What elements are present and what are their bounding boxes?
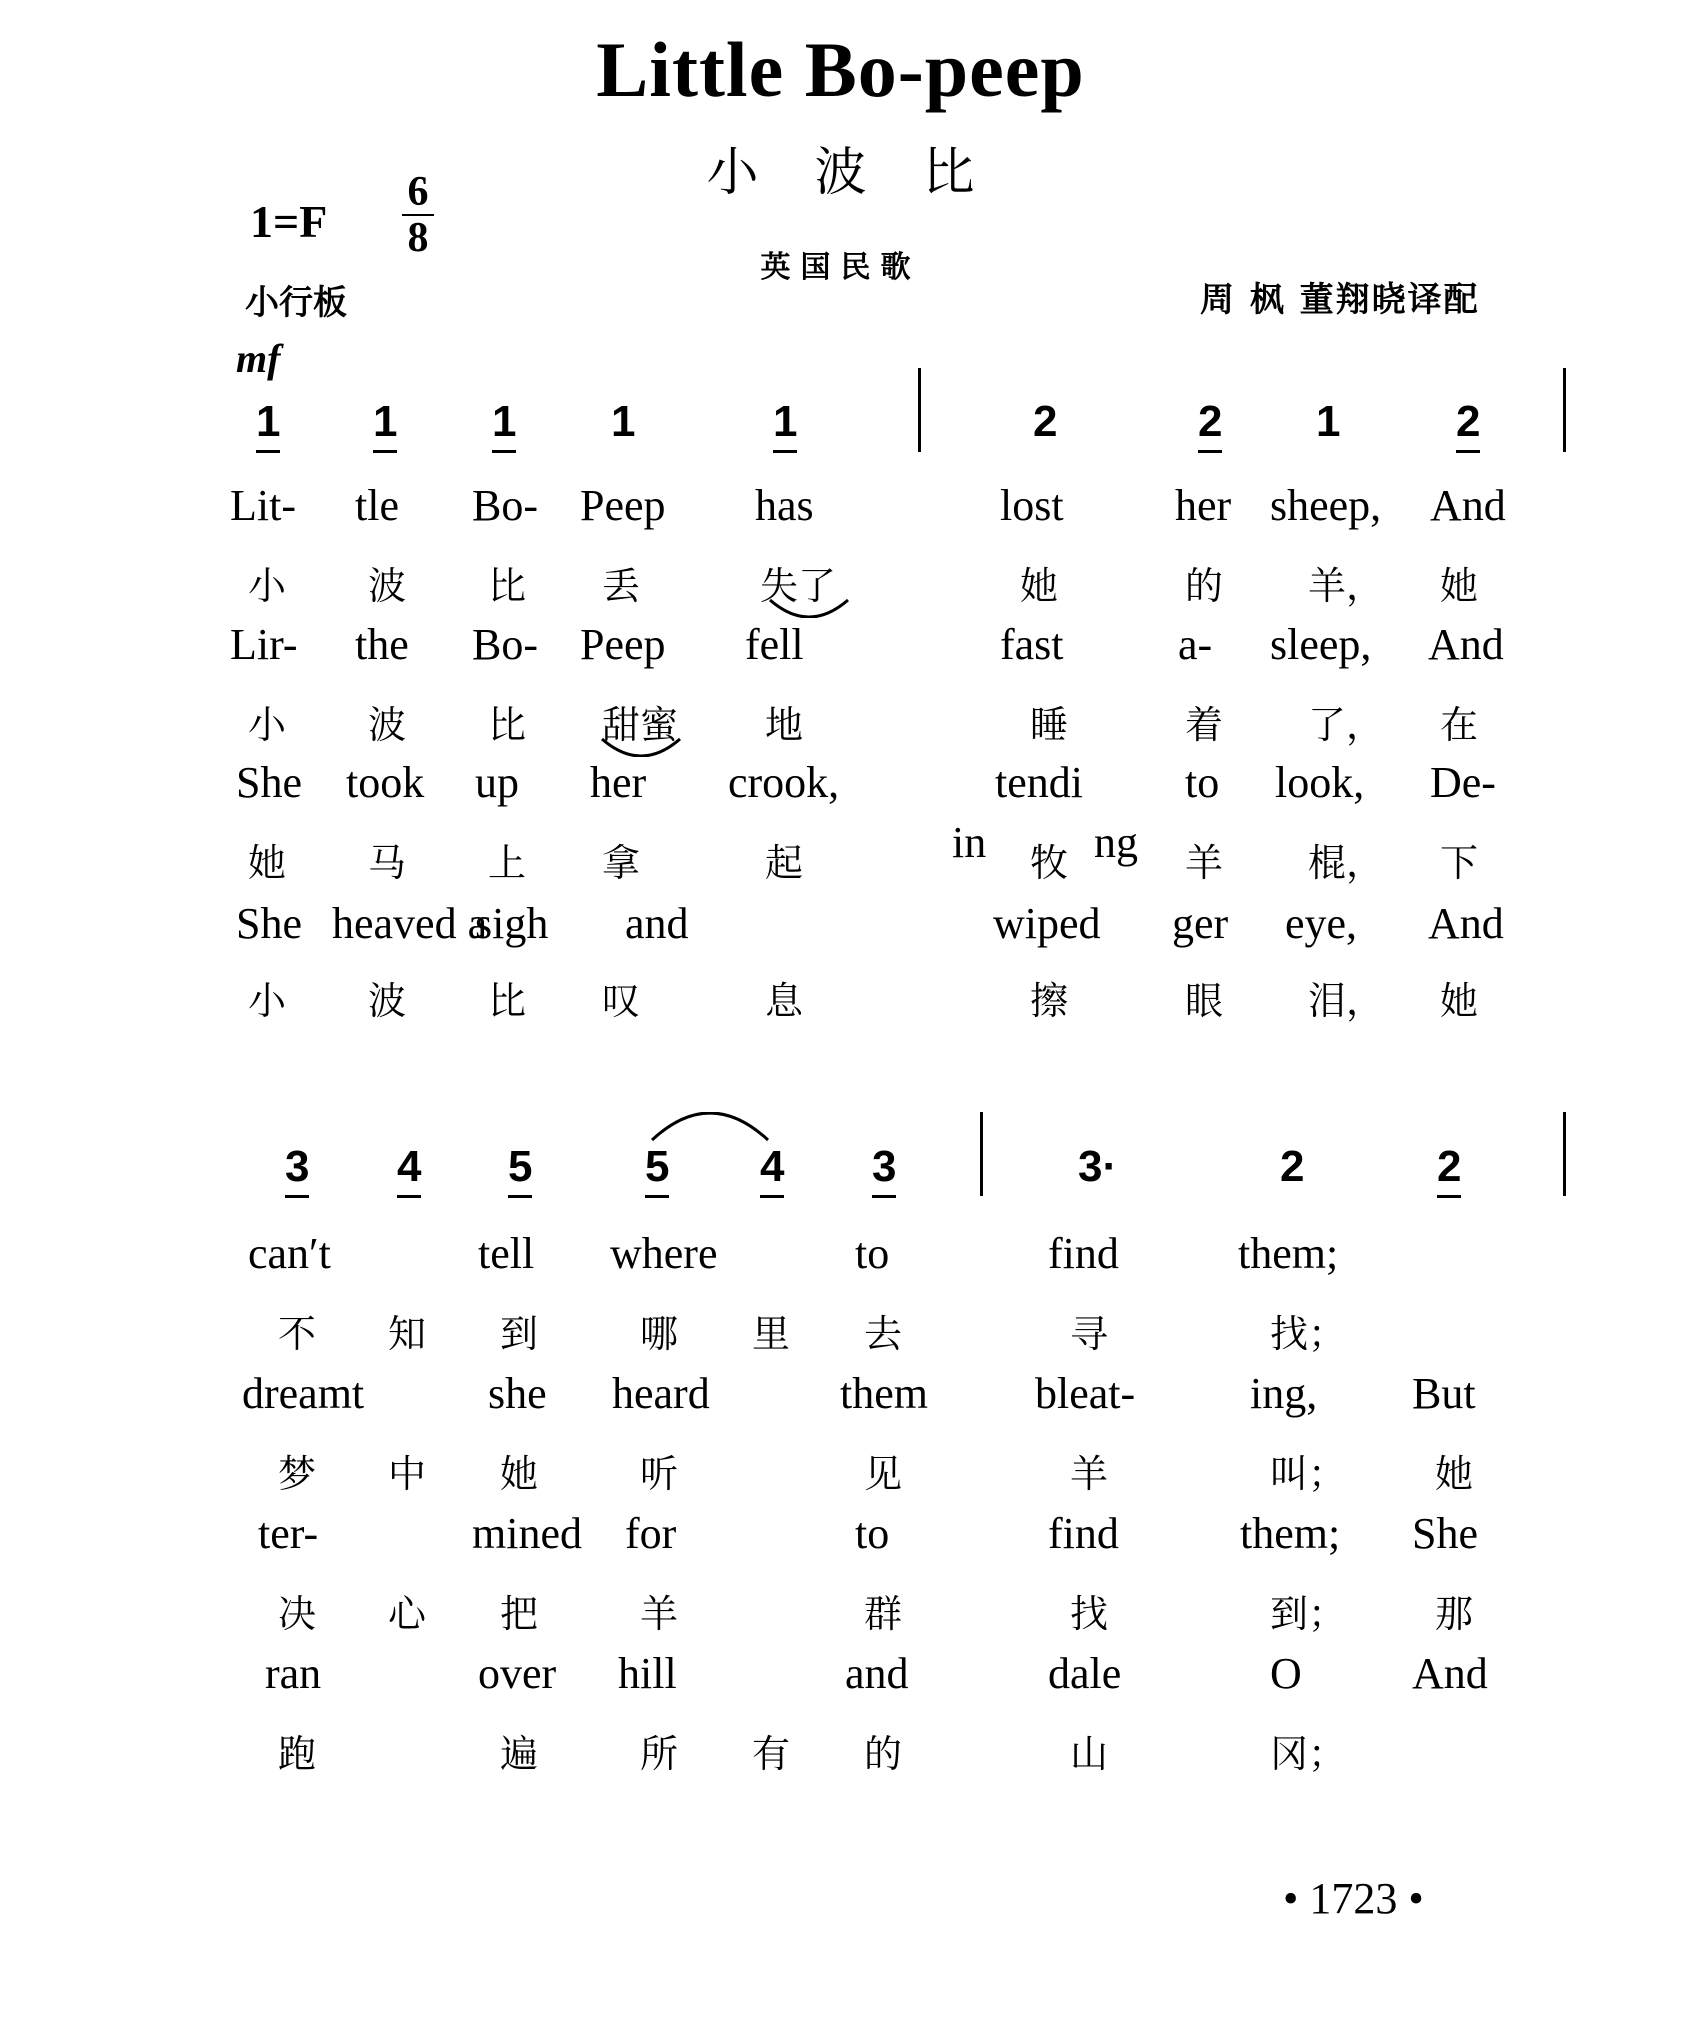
lyric: 羊	[1070, 1452, 1109, 1496]
lyric: 她	[1020, 564, 1059, 608]
lyric: 丢	[602, 564, 641, 608]
note: 3	[285, 1142, 310, 1191]
note: 2	[1456, 397, 1481, 446]
lyric: 小	[248, 979, 287, 1023]
translator-credit: 周 枫 董翔晓译配	[1200, 280, 1480, 320]
lyric: Lir-	[230, 620, 298, 669]
note: 1	[492, 397, 517, 446]
lyric: O	[1270, 1649, 1302, 1698]
lyric: for	[625, 1509, 677, 1558]
lyric: ger	[1172, 899, 1229, 948]
lyric: 把	[500, 1592, 539, 1636]
lyric: 失了	[760, 564, 837, 608]
lyric: And	[1428, 899, 1504, 948]
lyric: her	[590, 758, 647, 807]
lyric: 中	[388, 1452, 427, 1496]
lyric: lost	[1000, 481, 1064, 530]
lyric: 去	[864, 1312, 903, 1356]
lyric: 小	[248, 564, 287, 608]
lyric: 山	[1070, 1732, 1109, 1776]
lyric: ran	[265, 1649, 322, 1698]
lyric: sigh	[475, 899, 549, 948]
barline	[980, 1112, 983, 1196]
lyric: 到；	[1270, 1592, 1347, 1636]
lyric-slur	[600, 737, 682, 757]
lyric: 棍，	[1308, 841, 1385, 885]
lyric: Lit-	[230, 481, 296, 530]
note: 1	[611, 397, 636, 446]
tempo-marking: 小行板	[245, 283, 347, 323]
note: 4	[397, 1142, 422, 1191]
lyric: 听	[640, 1452, 679, 1496]
lyric: 群	[864, 1592, 903, 1636]
lyric: heaved a	[332, 899, 488, 948]
lyric: them	[840, 1369, 928, 1418]
lyric: 地	[765, 703, 804, 747]
lyric: and	[625, 899, 689, 948]
lyric: 那	[1435, 1592, 1474, 1636]
lyric: And	[1430, 481, 1506, 530]
lyric: bleat-	[1035, 1369, 1136, 1418]
lyric: 心	[388, 1592, 427, 1636]
lyric: 比	[488, 703, 527, 747]
lyric: 着	[1185, 703, 1224, 747]
lyric: dreamt	[242, 1369, 365, 1418]
lyric: 她	[1435, 1452, 1474, 1496]
lyric: ing,	[1250, 1369, 1318, 1418]
lyric: 波	[368, 564, 407, 608]
lyric: 有	[752, 1732, 791, 1776]
lyric: 息	[765, 979, 804, 1023]
lyric: 羊，	[1308, 564, 1385, 608]
lyric: she	[488, 1369, 547, 1418]
lyric: 遍	[500, 1732, 539, 1776]
lyric: 羊	[1185, 841, 1224, 885]
lyric: 她	[248, 841, 287, 885]
page-number: • 1723 •	[1283, 1874, 1424, 1923]
time-signature	[398, 170, 438, 260]
lyric: Peep	[580, 620, 666, 669]
lyric: 牧	[1030, 841, 1069, 885]
lyric: 波	[368, 703, 407, 747]
lyric: 在	[1440, 703, 1479, 747]
lyric: 里	[752, 1312, 791, 1356]
lyric: where	[610, 1229, 718, 1278]
lyric: them;	[1240, 1509, 1341, 1558]
song-title: Little Bo-peep	[596, 26, 1085, 113]
note: 5	[508, 1142, 533, 1191]
lyric: 的	[864, 1732, 903, 1776]
lyric: And	[1428, 620, 1504, 669]
lyric: heard	[612, 1369, 710, 1418]
lyric: to	[855, 1509, 890, 1558]
lyric: tendi	[995, 758, 1083, 807]
note: 2	[1437, 1142, 1462, 1191]
lyric: 眼	[1185, 979, 1224, 1023]
note: 2	[1033, 397, 1058, 446]
lyric: wiped	[993, 899, 1101, 948]
meter-top: 6	[407, 169, 429, 215]
lyric: 马	[368, 841, 407, 885]
lyric: 了，	[1308, 703, 1385, 747]
lyric: sleep,	[1270, 620, 1372, 669]
lyric: mined	[472, 1509, 582, 1558]
lyric: 梦	[278, 1452, 317, 1496]
lyric: 她	[1440, 564, 1479, 608]
lyric: ter-	[258, 1509, 319, 1558]
lyric: find	[1048, 1229, 1119, 1278]
lyric: Peep	[580, 481, 666, 530]
lyric: 哪	[640, 1312, 679, 1356]
lyric: 波	[368, 979, 407, 1023]
lyric: fast	[1000, 620, 1064, 669]
lyric-fragment: in	[952, 818, 987, 867]
lyric: 找	[1070, 1592, 1109, 1636]
lyric-fragment: ng	[1094, 818, 1138, 867]
note: 1	[773, 397, 798, 446]
note: 1	[256, 397, 281, 446]
lyric: 睡	[1030, 703, 1069, 747]
lyric: 决	[278, 1592, 317, 1636]
lyric: 上	[488, 841, 527, 885]
lyric: 她	[1440, 979, 1479, 1023]
lyric: 擦	[1030, 979, 1069, 1023]
lyric: 冈；	[1270, 1732, 1347, 1776]
lyric-slur	[768, 598, 850, 618]
lyric: 知	[388, 1312, 427, 1356]
lyric: 比	[488, 564, 527, 608]
lyric: fell	[745, 620, 804, 669]
lyric: 起	[765, 841, 804, 885]
lyric: has	[755, 481, 814, 530]
lyric: to	[1185, 758, 1220, 807]
lyric: look,	[1275, 758, 1365, 807]
lyric: But	[1412, 1369, 1476, 1418]
lyric: 找；	[1270, 1312, 1347, 1356]
lyric: 甜蜜	[602, 703, 679, 747]
lyric: Bo-	[472, 481, 538, 530]
lyric: 小	[248, 703, 287, 747]
note: 1	[373, 397, 398, 446]
lyric: tell	[478, 1229, 535, 1278]
meter-bottom: 8	[407, 215, 429, 261]
lyric: De-	[1430, 758, 1496, 807]
key-signature: 1=F	[250, 196, 328, 247]
lyric: them;	[1238, 1229, 1339, 1278]
lyric: 跑	[278, 1732, 317, 1776]
barline	[1563, 368, 1566, 452]
lyric: 不	[278, 1312, 317, 1356]
lyric: and	[845, 1649, 909, 1698]
lyric: She	[236, 758, 302, 807]
lyric: 叫；	[1270, 1452, 1347, 1496]
song-origin: 英国民歌	[760, 250, 921, 285]
song-subtitle: 小波比	[706, 143, 1031, 203]
lyric: 所	[640, 1732, 679, 1776]
lyric: a-	[1178, 620, 1213, 669]
lyric: Bo-	[472, 620, 538, 669]
lyric: tle	[355, 481, 399, 530]
note: 4	[760, 1142, 785, 1191]
lyric: 羊	[640, 1592, 679, 1636]
lyric: find	[1048, 1509, 1119, 1558]
lyric: 比	[488, 979, 527, 1023]
lyric: 叹	[602, 979, 641, 1023]
lyric: 的	[1185, 564, 1224, 608]
dynamic-marking: mf	[236, 336, 281, 381]
lyric: took	[346, 758, 425, 807]
lyric: 她	[500, 1452, 539, 1496]
lyric: She	[236, 899, 302, 948]
lyric: 拿	[602, 841, 641, 885]
lyric: over	[478, 1649, 557, 1698]
barline	[1563, 1112, 1566, 1196]
note: 1	[1316, 397, 1341, 446]
note: 5	[645, 1142, 670, 1191]
lyric: And	[1412, 1649, 1488, 1698]
lyric: 寻	[1070, 1312, 1109, 1356]
lyric: She	[1412, 1509, 1478, 1558]
lyric: 到	[500, 1312, 539, 1356]
note-slur	[650, 1112, 770, 1142]
lyric: the	[355, 620, 409, 669]
note: 2	[1280, 1142, 1305, 1191]
lyric: can′t	[248, 1229, 331, 1278]
note: 3	[872, 1142, 897, 1191]
lyric: hill	[618, 1649, 677, 1698]
lyric: 泪，	[1308, 979, 1385, 1023]
lyric: 见	[864, 1452, 903, 1496]
note: 3·	[1078, 1142, 1118, 1191]
lyric: 下	[1440, 841, 1479, 885]
barline	[918, 368, 921, 452]
lyric: her	[1175, 481, 1232, 530]
lyric: up	[475, 758, 519, 807]
lyric: sheep,	[1270, 481, 1382, 530]
lyric: eye,	[1285, 899, 1358, 948]
lyric: dale	[1048, 1649, 1122, 1698]
lyric: to	[855, 1229, 890, 1278]
note: 2	[1198, 397, 1223, 446]
lyric: crook,	[728, 758, 840, 807]
